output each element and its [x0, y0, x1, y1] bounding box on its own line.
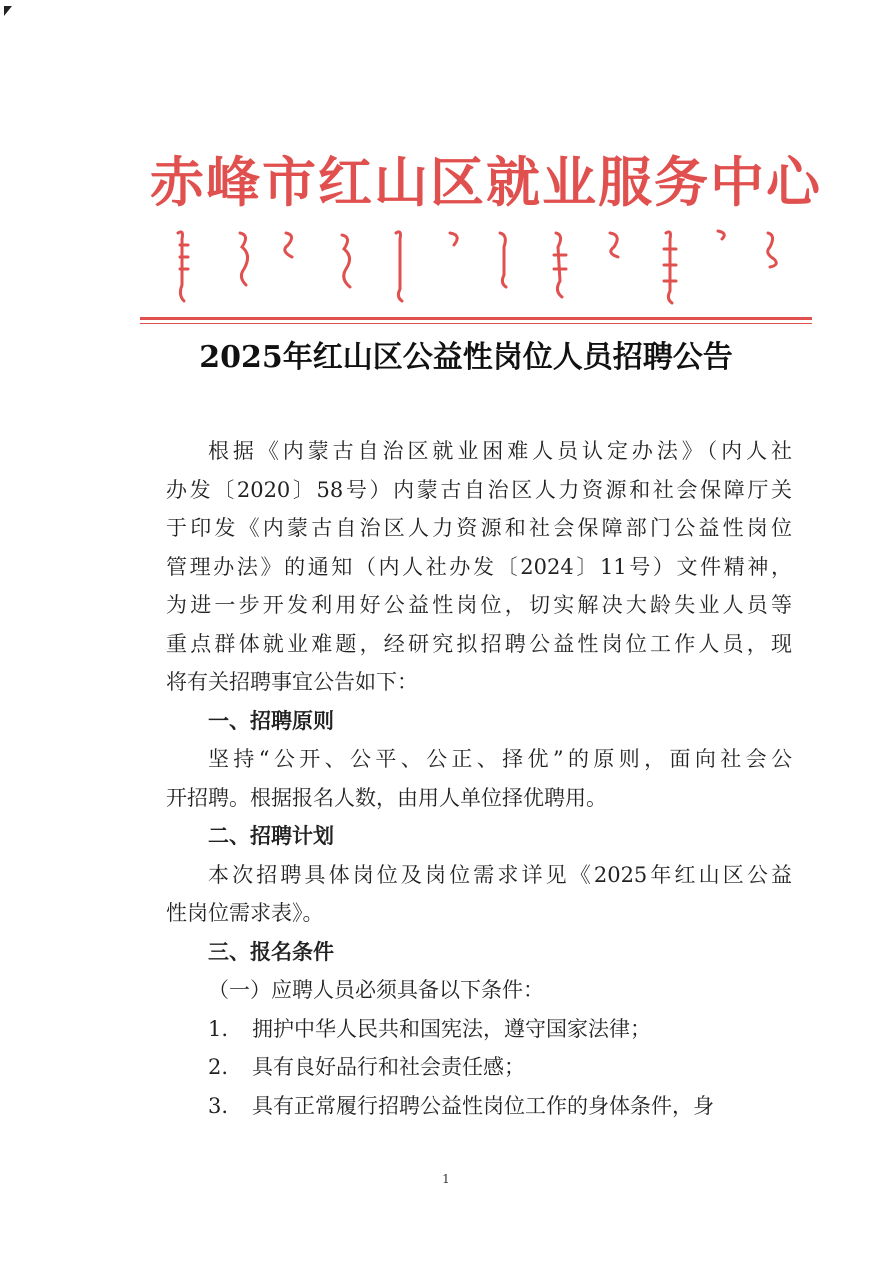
scan-corner-mark: [4, 6, 12, 16]
intro-line: 将有关招聘事宜公告如下：: [166, 670, 418, 694]
intro-line: 为进一步开发利用好公益性岗位，切实解决大龄失业人员等: [166, 593, 792, 617]
intro-line: 重点群体就业难题，经研究拟招聘公益性岗位工作人员，现: [166, 631, 792, 656]
list-item-number: 1.: [208, 1016, 229, 1041]
section-line: 本次招聘具体岗位及岗位需求详见《2025年红山区公益: [208, 862, 792, 887]
section-line: 开招聘。根据报名人数，由用人单位择优聘用。: [166, 785, 607, 810]
section-heading-plan: 二、招聘计划: [208, 824, 334, 848]
section-heading-conditions: 三、报名条件: [208, 939, 334, 964]
subheading-requirements: （一）应聘人员必须具备以下条件：: [208, 978, 544, 1002]
agency-name: 赤峰市红山区就业服务中心: [150, 151, 822, 214]
section-line: 性岗位需求表》。: [166, 901, 324, 925]
letterhead-rule-thick: [140, 317, 812, 320]
list-item: [166, 1087, 792, 1126]
list-item-text: 拥护中华人民共和国宪法，遵守国家法律；: [252, 1016, 651, 1041]
list-item-number: 2.: [208, 1055, 229, 1079]
intro-line: 办发〔2020〕58号）内蒙古自治区人力资源和社会保障厅关: [166, 477, 792, 502]
list-item-text: 具有正常履行招聘公益性岗位工作的身体条件，身: [252, 1093, 714, 1118]
document-body: [166, 432, 792, 1125]
intro-line: 于印发《内蒙古自治区人力资源和社会保障部门公益性岗位: [166, 516, 792, 540]
page-number: 1: [442, 1172, 450, 1186]
list-item-text: 具有良好品行和社会责任感；: [252, 1055, 525, 1079]
mongolian-script-logo: [170, 225, 790, 305]
list-item: [166, 1010, 792, 1049]
list-item-number: 3.: [208, 1093, 229, 1118]
list-item: [166, 1048, 792, 1087]
section-heading-principles: 一、招聘原则: [208, 708, 334, 733]
letterhead-rule-thin: [140, 323, 812, 324]
section-line: 坚持“公开、公平、公正、择优”的原则，面向社会公: [208, 747, 792, 771]
intro-line: 管理办法》的通知（内人社办发〔2024〕11号）文件精神，: [166, 554, 792, 579]
mongolian-script-graphic: [170, 225, 790, 305]
intro-line: 根据《内蒙古自治区就业困难人员认定办法》（内人社: [208, 439, 792, 463]
document-title: 2025年红山区公益性岗位人员招聘公告: [199, 340, 733, 375]
